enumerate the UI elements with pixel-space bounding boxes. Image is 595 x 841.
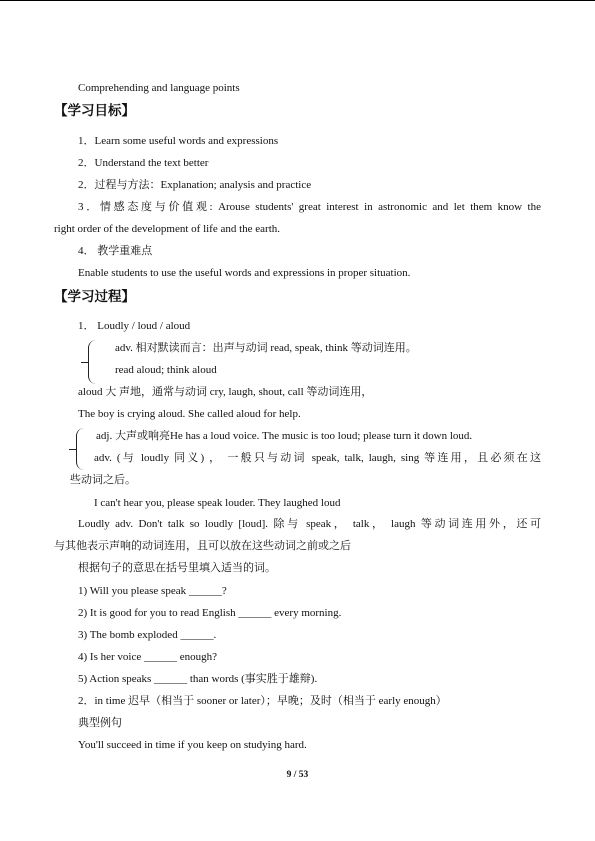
objective-4: 4． 教学重难点 xyxy=(78,245,153,257)
item-2-title: 2．in time 迟早（相当于 sooner or later）；早晚；及时（相当于 early enough） xyxy=(78,695,447,707)
brace-2 xyxy=(76,428,85,470)
loudly-line-1: Loudly adv. Don't talk so loudly [loud]. 除与 speak， talk， laugh 等动词连用外，还可 xyxy=(78,518,541,530)
objective-2b: 2．过程与方法：Explanation; analysis and practice xyxy=(78,179,312,191)
page-number: 9 / 53 xyxy=(286,770,309,780)
objective-4-text: Enable students to use the useful words and expressions in proper situation. xyxy=(78,267,411,279)
brace-1 xyxy=(88,340,97,384)
exercise-1: 1) Will you please speak ______? xyxy=(78,585,227,597)
objective-3-line1: 3．情感态度与价值观: Arouse students' great interest in astronomic and let them know the xyxy=(78,201,541,213)
objective-3-line2: right order of the development of life and the earth. xyxy=(54,223,281,235)
example-line: The boy is crying aloud. She called aloud for help. xyxy=(78,408,301,420)
brace-2-line-1: adj. 大声或响亮He has a loud voice. The music is too loud; please turn it down loud. xyxy=(96,430,473,442)
page-top-rule xyxy=(0,0,595,1)
brace-1-line-2: read aloud; think aloud xyxy=(115,364,217,376)
brace-1-line-1: adv. 相对默读而言：出声与动词 read, speak, think 等动词连用。 xyxy=(115,342,417,354)
item-1-title: 1． Loudly / loud / aloud xyxy=(78,320,191,332)
exercise-4: 4) Is her voice ______ enough? xyxy=(78,651,217,663)
aloud-line: aloud 大 声地，通常与动词 cry, laugh, shout, call 等动词连用， xyxy=(78,386,373,398)
objective-1: 1．Learn some useful words and expressions xyxy=(78,135,279,147)
brace-2-line-3: 些动词之后。 xyxy=(70,474,136,486)
typical-label: 典型例句 xyxy=(78,717,122,729)
cant-hear-line: I can't hear you, please speak louder. They laughed loud xyxy=(94,497,341,509)
exercise-5: 5) Action speaks ______ than words (事实胜于雄辩). xyxy=(78,673,318,685)
objectives-heading: 【学习目标】 xyxy=(54,103,135,119)
exercise-3: 3) The bomb exploded ______. xyxy=(78,629,217,641)
fill-instruction: 根据句子的意思在括号里填入适当的词。 xyxy=(78,562,276,574)
objective-2: 2．Understand the text better xyxy=(78,157,209,169)
intro-line: Comprehending and language points xyxy=(78,82,240,94)
brace-2-line-2: adv. (与 loudly 同义) ， 一般只与动词 speak, talk, laugh, sing 等连用，且必须在这 xyxy=(94,452,541,464)
process-heading: 【学习过程】 xyxy=(54,289,135,305)
typical-example: You'll succeed in time if you keep on studying hard. xyxy=(78,739,307,751)
loudly-line-2: 与其他表示声响的动词连用，且可以放在这些动词之前或之后 xyxy=(54,540,351,552)
exercise-2: 2) It is good for you to read English ______ every morning. xyxy=(78,607,342,619)
